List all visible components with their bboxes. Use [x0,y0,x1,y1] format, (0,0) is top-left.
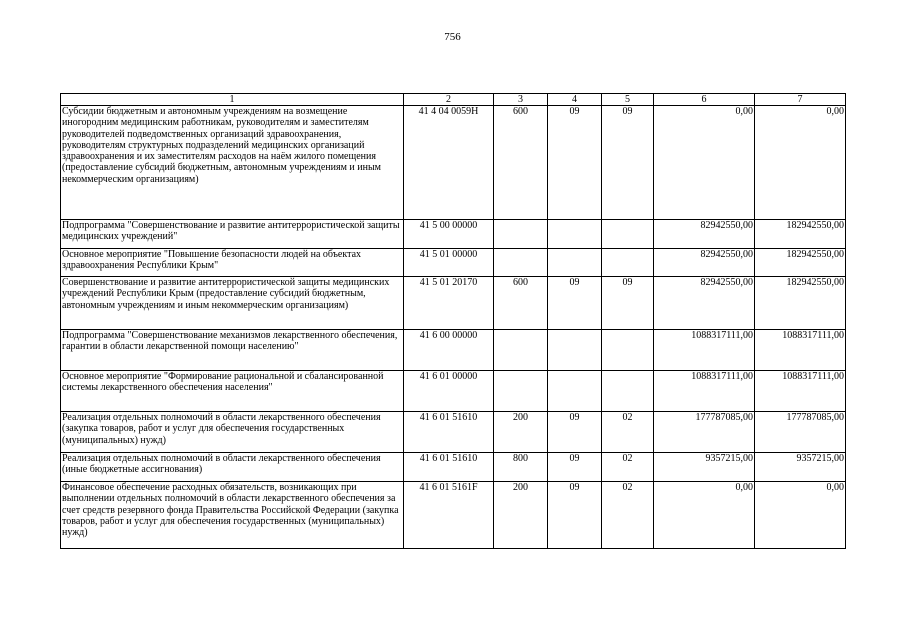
row-col4: 09 [548,453,602,482]
row-col3 [494,371,548,412]
row-amount-6: 0,00 [654,482,755,549]
table-row [61,412,846,453]
row-amount-7: 0,00 [755,482,846,549]
row-col5: 02 [602,482,654,549]
row-code: 41 6 01 51610 [404,453,494,482]
row-amount-6: 9357215,00 [654,453,755,482]
row-col3: 800 [494,453,548,482]
row-col3: 200 [494,482,548,549]
row-col3 [494,220,548,249]
row-col5 [602,220,654,249]
header-cell-1: 1 [61,94,404,106]
row-col4: 09 [548,412,602,453]
row-amount-6: 1088317111,00 [654,330,755,371]
table-row [61,249,846,277]
row-name: Реализация отдельных полномочий в области лекарственного обеспечения (иные бюджетные ассигнования) [61,453,404,482]
row-amount-6: 82942550,00 [654,277,755,330]
row-col4 [548,371,602,412]
row-code: 41 6 01 51610 [404,412,494,453]
header-cell-7: 7 [755,94,846,106]
row-amount-6: 0,00 [654,106,755,220]
row-amount-7: 1088317111,00 [755,330,846,371]
row-col5 [602,249,654,277]
row-col5: 09 [602,277,654,330]
table-row [61,106,846,220]
row-amount-6: 82942550,00 [654,220,755,249]
table-row [61,482,846,549]
table-row [61,277,846,330]
row-col5: 02 [602,412,654,453]
row-name: Основное мероприятие "Повышение безопасности людей на объектах здравоохранения Республики Крым" [61,249,404,277]
row-col4 [548,220,602,249]
row-amount-7: 182942550,00 [755,220,846,249]
row-col3: 600 [494,106,548,220]
row-amount-7: 9357215,00 [755,453,846,482]
row-col4: 09 [548,106,602,220]
budget-table [60,93,846,549]
row-col4 [548,249,602,277]
row-amount-6: 177787085,00 [654,412,755,453]
header-cell-3: 3 [494,94,548,106]
table-row [61,220,846,249]
row-amount-6: 82942550,00 [654,249,755,277]
header-cell-4: 4 [548,94,602,106]
row-col5: 09 [602,106,654,220]
row-code: 41 5 00 00000 [404,220,494,249]
row-amount-7: 1088317111,00 [755,371,846,412]
row-name: Совершенствование и развитие антитеррористической защиты медицинских учреждений Республики Крым (предоставление субсидий бюджетным, автономным учреждениям и иным некоммерческим организациям) [61,277,404,330]
row-name: Финансовое обеспечение расходных обязательств, возникающих при выполнении отдельных полномочий в области лекарственного обеспечения за счет средств резервного фонда Правительства Российской Федерации (закупка товаров, работ и услуг для обеспечения государственных (муниципальных) нужд) [61,482,404,549]
row-col5 [602,371,654,412]
row-col4 [548,330,602,371]
row-name: Подпрограмма "Совершенствование и развитие антитеррористической защиты медицинских учреждений" [61,220,404,249]
row-name: Реализация отдельных полномочий в области лекарственного обеспечения (закупка товаров, работ и услуг для обеспечения государственных (муниципальных) нужд) [61,412,404,453]
header-row [61,94,846,106]
row-col3 [494,330,548,371]
row-amount-6: 1088317111,00 [654,371,755,412]
header-cell-6: 6 [654,94,755,106]
row-col3: 600 [494,277,548,330]
row-amount-7: 182942550,00 [755,277,846,330]
row-col3 [494,249,548,277]
page-number: 756 [444,31,461,43]
table-row [61,371,846,412]
table-row [61,330,846,371]
row-col5 [602,330,654,371]
row-code: 41 6 00 00000 [404,330,494,371]
row-col4: 09 [548,482,602,549]
row-name: Субсидии бюджетным и автономным учреждениям на возмещение иногородним медицинским работникам, руководителям и заместителям руководителей подведомственных организаций здравоохранения, руководителям структурных подразделений медицинских организаций здравоохранения и их заместителям расходов на наём жилого помещения (предоставление субсидий бюджетным, автономным учреждениям и иным некоммерческим организациям) [61,106,404,220]
row-code: 41 5 01 00000 [404,249,494,277]
row-amount-7: 0,00 [755,106,846,220]
header-cell-5: 5 [602,94,654,106]
row-code: 41 4 04 0059Н [404,106,494,220]
row-code: 41 6 01 5161F [404,482,494,549]
row-col3: 200 [494,412,548,453]
row-amount-7: 177787085,00 [755,412,846,453]
row-code: 41 6 01 00000 [404,371,494,412]
table-row [61,453,846,482]
row-name: Основное мероприятие "Формирование рациональной и сбалансированной системы лекарственного обеспечения населения" [61,371,404,412]
header-cell-2: 2 [404,94,494,106]
row-col4: 09 [548,277,602,330]
row-code: 41 5 01 20170 [404,277,494,330]
row-amount-7: 182942550,00 [755,249,846,277]
row-name: Подпрограмма "Совершенствование механизмов лекарственного обеспечения, гарантии в области лекарственной помощи населению" [61,330,404,371]
row-col5: 02 [602,453,654,482]
